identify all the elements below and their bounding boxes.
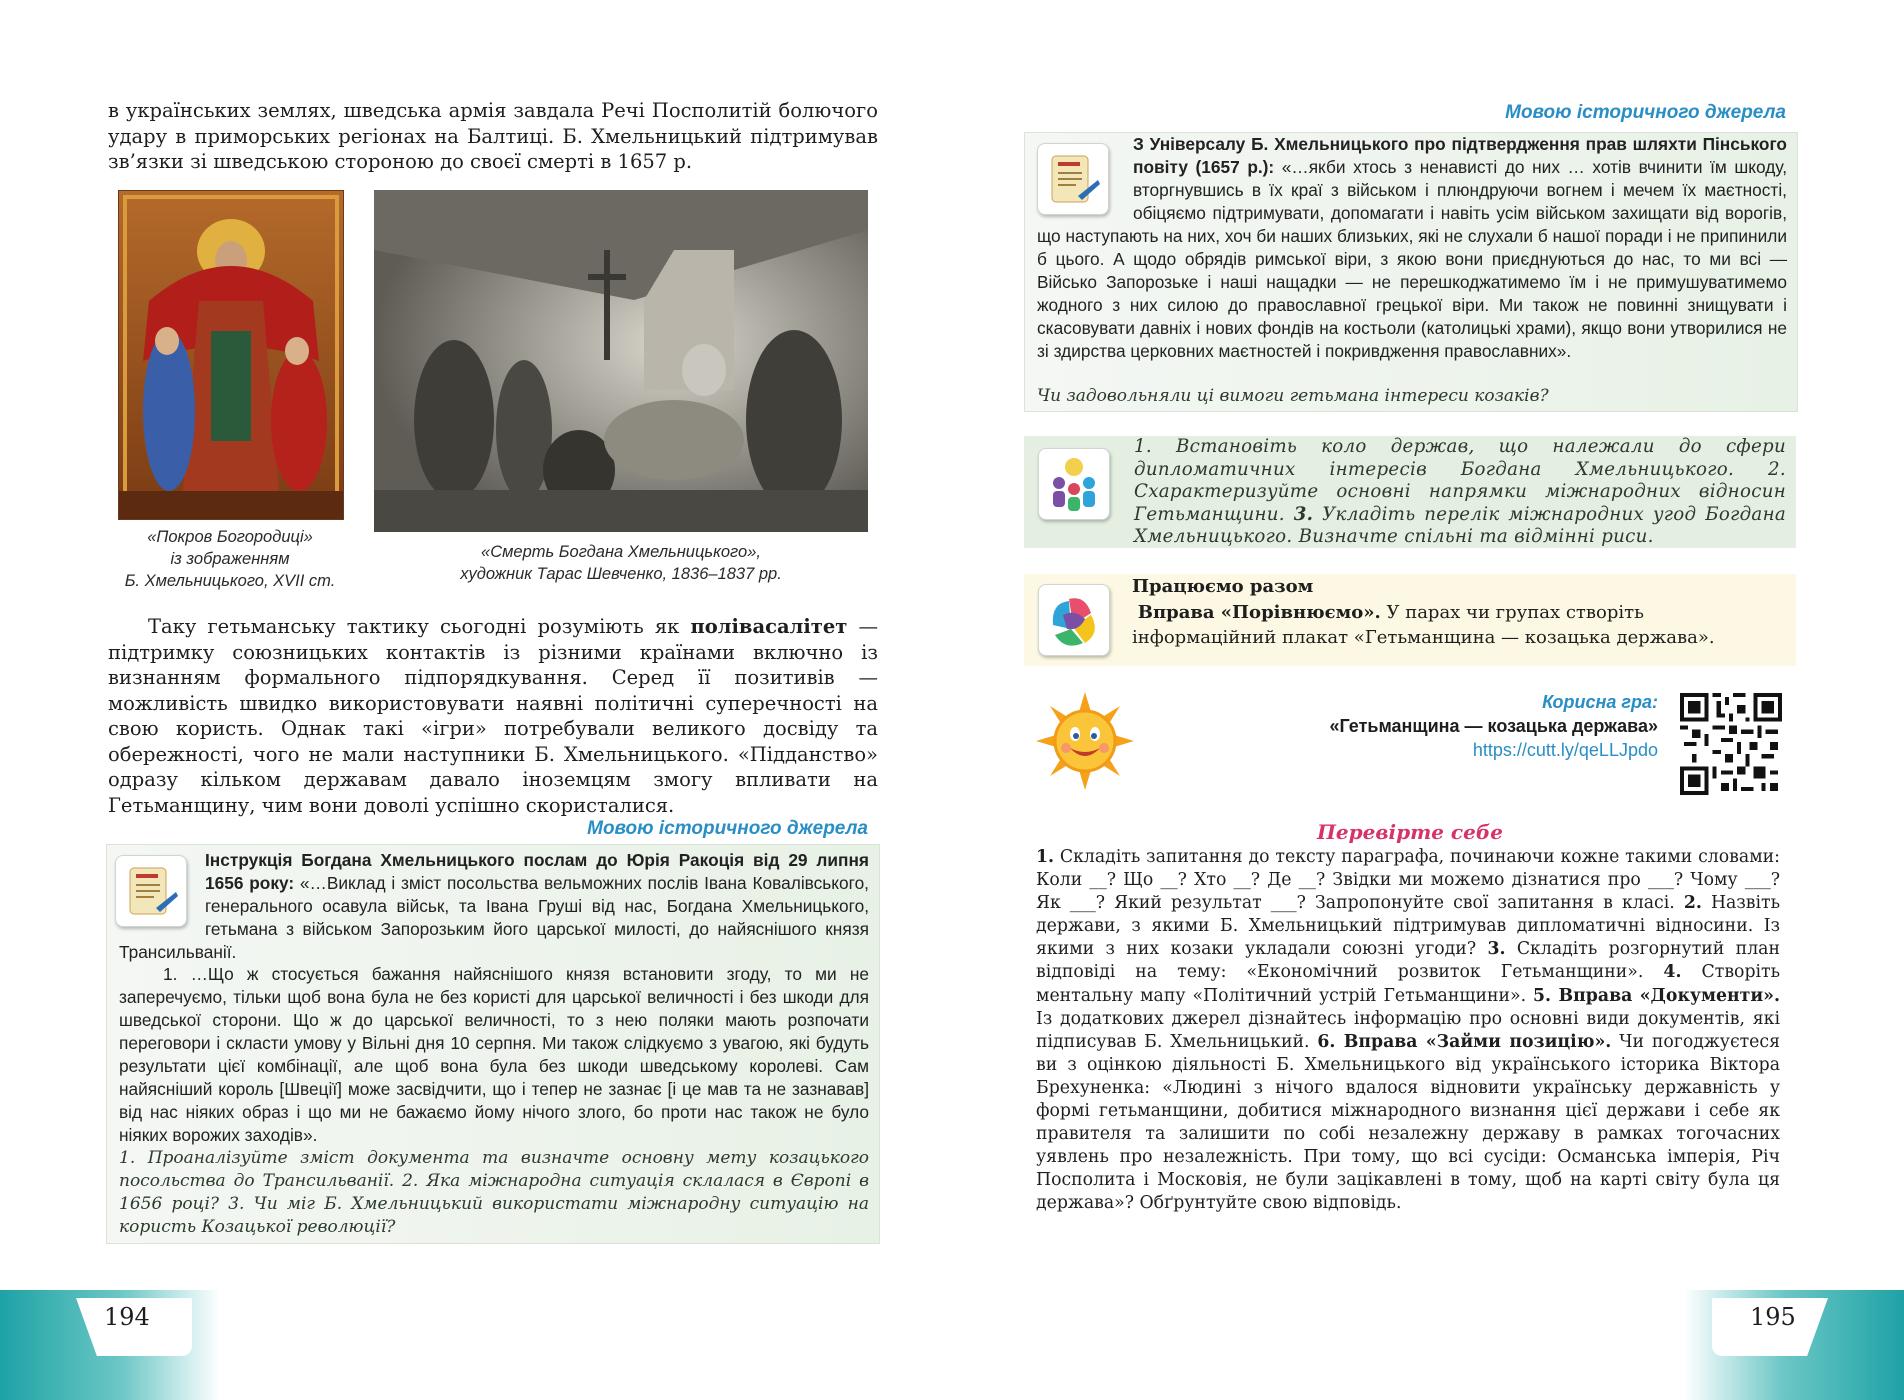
left-source-quote-1: Інструкція Богдана Хмельницького послам до Юрія Ракоція від 29 липня 1656 року: «…Виклад і зміст посольства вельможних послів Івана Ковалівського, генерального осавула військ, та Івана Груші від нас, Богдана Хмельницького, гетьмана з військом Запорозьким його царської милості, до найяснішого князя Трансильванії. xyxy=(119,850,869,962)
right-page-number: 195 xyxy=(1750,1303,1796,1331)
intro-paragraph: в українських землях, шведська армія завдала Речі Посполитій болючого удару в приморських регіонах на Балтиці. Б. Хмельницький підтримував зв’язки зі шведською стороною до своєї смерті в 1657 р. xyxy=(108,99,878,173)
tasks-box xyxy=(1024,436,1796,548)
work-together-title: Працюємо разом xyxy=(1132,576,1314,597)
left-source-title: Мовою історичного джерела xyxy=(587,818,868,839)
death-of-khmelnytsky-engraving xyxy=(374,190,868,532)
left-source-questions: 1. Проаналізуйте зміст документа та визначте основну мету козацького посольства до Трансильванії. 2. Яка міжнародна ситуація склалася в Європі в 1656 році? 3. Чи міг Б. Хмельницький використати міжнародну ситуацію на користь Козацької революції? xyxy=(119,1148,869,1237)
game-name: «Гетьманщина — козацька держава» xyxy=(1329,716,1658,736)
left-source-box xyxy=(106,844,880,1244)
image2-caption: «Смерть Богдана Хмельницького», художник Тарас Шевченко, 1836–1837 рр. xyxy=(460,543,782,583)
pokrova-icon-painting xyxy=(118,190,344,520)
right-source-question: Чи задовольняли ці вимоги гетьмана інтереси козаків? xyxy=(1037,386,1549,406)
check-yourself-title: Перевірте себе xyxy=(1317,820,1503,844)
work-together-text: Вправа «Порівнюємо». У парах чи групах створіть інформаційний плакат «Гетьманщина — козацька держава». xyxy=(1132,602,1715,648)
left-page-number: 194 xyxy=(104,1303,150,1331)
image1-caption: «Покров Богородиці» із зображенням Б. Хмельницького, XVII ст. xyxy=(124,528,336,590)
work-together-box xyxy=(1024,574,1796,666)
game-label: Корисна гра: xyxy=(1542,692,1658,712)
game-link[interactable]: https://cutt.ly/qeLLJpdo xyxy=(1472,740,1658,760)
right-source-quote: З Універсалу Б. Хмельницького про підтвердження прав шляхти Пінського повіту (1657 р.): «…якби хтось з ненависті до них … хотів вчинити їм шкоду, вторгнувшись в їх краї з військом і плюндруючи вогнем і мечем їх маєтності, обіцяємо підтримувати, допомагати і навіть усім військом захищати від ворогів, що наступають на них, хоч би наших близьких, які не слухали б нашої поради і не припинили б цього. А щодо обрядів римської віри, з якою вони приєднуються до нас, то ми всі — Військо Запорозьке і наші нащадки — не перешкоджатимемо їм і не примушуватимемо жодного з них силою до православної грецької віри. Ми також не повинні знищувати і скасовувати давніх і нових фондів на костьоли (католицькі храми), якщо вони утворилися не зі здирства церковних маєтностей і покривдження православних». xyxy=(1037,134,1787,361)
group-discussion-icon xyxy=(1038,448,1110,520)
left-source-quote-2: 1. …Що ж стосується бажання найяснішого князя встановити згоду, то ми не заперечуємо, тільки щоб вона була не без користі для царської величності і без шкоди для шведської сторони. Що ж до царської величності, то з нею поляки мають розпочати переговори і скласти умову у Вільні дня 10 серпня. Ми також слідкуємо з увагою, які будуть результати цієї комбінації, але щоб вона була без шкоди шведському королеві. Сам найясніший король [Швеції] може засвідчити, що і тепер не зазнає [і це мав та не зазнавав] від нас ніяких образ і що ми не бажаємо йому нічого злого, бо проти нас також не було ніяких ворожих заходів». xyxy=(119,964,869,1145)
right-source-title: Мовою історичного джерела xyxy=(1505,102,1786,123)
tasks-text: 1. Встановіть коло держав, що належали до сфери дипломатичних інтересів Богдана Хмельницького. 2. Схарактеризуйте основні напрямки міжнародних відносин Гетьманщини. 3. Укладіть перелік міжнародних угод Богдана Хмельницького. Визначте спільні та відмінні риси. xyxy=(1134,436,1786,547)
check-yourself-questions: 1. Складіть запитання до тексту параграфа, починаючи кожне такими словами: Коли __? Що __? Хто __? Де __? Звідки ми можемо дізнатися про ___? Чому ___? Як ___? Який результат ___? Запропонуйте свої запитання в класі. 2. Назвіть держави, з якими Б. Хмельницький підтримував дипломатичні відносини. Із якими з них козаки укладали союзні угоди? 3. Складіть розгорнутий план відповіді на тему: «Економічний розвиток Гетьманщини». 4. Створіть ментальну мапу «Політичний устрій Гетьманщини». 5. Вправа «Документи». Із додаткових джерел дізнайтесь інформацію про основні види документів, які підписував Б. Хмельницький. 6. Вправа «Займи позицію». Чи погоджуєтеся ви з оцінкою діяльності Б. Хмельницького від українського історика Віктора Брехуненка: «Людині з нічого вдалося відновити українську державність у формі гетьманщини, добитися міжнародного визнання цієї держави і себе як правителя та залишити по собі незалежну державу в рамках тогочасних уявлень про незалежність. При тому, що всі сусіди: Османська імперія, Річ Посполита і Московія, не були зацікавлені в тому, щоб на карті світу була ця держава»? Обґрунтуйте свою відповідь. xyxy=(1036,847,1781,1214)
term-polyvassalitet: полівасалітет xyxy=(690,615,848,638)
right-source-box xyxy=(1024,132,1798,412)
hands-together-icon xyxy=(1038,584,1110,656)
polyvassalitet-paragraph: Таку гетьманську тактику сьогодні розуміють як полівасалітет — підтримку союзницьких контактів із різними країнами включно із визнанням формального підпорядкування. Серед її позитивів — можливість швидко використовувати наявні політичні суперечності на свою користь. Однак такі «ігри» потребували великого досвіду та обережності, чого не мали наступники Б. Хмельницького. «Підданство» одразу кільком державам давало іноземцям змогу впливати на Гетьманщину, чим вони доволі успішно скористалися. xyxy=(108,615,878,817)
sun-smiley-icon xyxy=(1034,690,1136,792)
qr-code xyxy=(1680,693,1782,795)
